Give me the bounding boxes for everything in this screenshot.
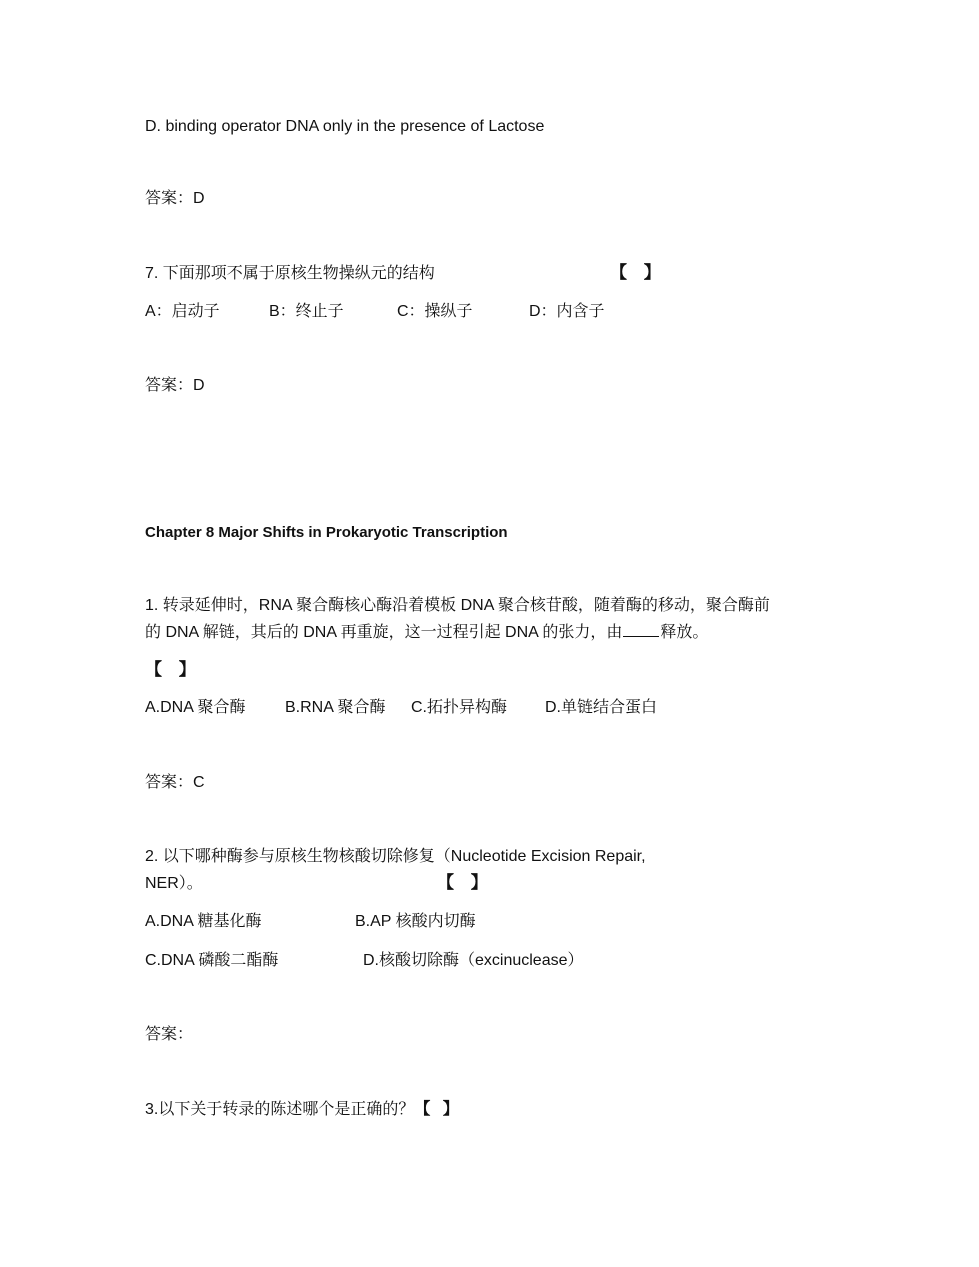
chapter-heading: Chapter 8 Major Shifts in Prokaryotic Transcription xyxy=(145,524,508,541)
question-3-line xyxy=(145,1100,463,1120)
question-1-option-c: C.拓扑异构酶 xyxy=(411,699,508,716)
question-1-line-2 xyxy=(145,622,708,643)
question-2-line-1: 2. 以下哪种酶参与原核生物核酸切除修复（Nucleotide Excision Repair, xyxy=(145,848,646,865)
question-7-option-c: C：操纵子 xyxy=(397,303,473,320)
fill-in-blank xyxy=(623,622,659,637)
question-2-answer: 答案： xyxy=(145,1026,194,1043)
question-1-answer: 答案：C xyxy=(145,774,205,791)
question-3-text: 3.以下关于转录的陈述哪个是正确的？ xyxy=(145,1101,415,1118)
question-1-line-2-end: 释放。 xyxy=(660,624,709,641)
question-2-bracket: 【 】 xyxy=(437,873,494,892)
question-7-answer: 答案：D xyxy=(145,377,205,394)
question-1-line-1: 1. 转录延伸时，RNA 聚合酶核心酶沿着模板 DNA 聚合核苷酸，随着酶的移动，聚合酶前 xyxy=(145,597,770,614)
question-7-bracket: 【 】 xyxy=(610,263,667,282)
question-2-option-a: A.DNA 糖基化酶 xyxy=(145,913,262,930)
question-1-option-b: B.RNA 聚合酶 xyxy=(285,699,386,716)
question-1-bracket: 【 】 xyxy=(145,660,202,679)
question-2-line-2: NER）。 xyxy=(145,875,203,892)
question-1-option-d: D.单链结合蛋白 xyxy=(545,699,658,716)
question-3-bracket: 【 】 xyxy=(414,1101,463,1118)
question-7-option-b: B：终止子 xyxy=(269,303,344,320)
previous-answer: 答案：D xyxy=(145,190,205,207)
previous-option-d: D. binding operator DNA only in the presence of Lactose xyxy=(145,118,545,135)
question-1-line-2-start: 的 DNA 解链，其后的 DNA 再重旋，这一过程引起 DNA 的张力，由 xyxy=(145,624,623,641)
question-2-option-b: B.AP 核酸内切酶 xyxy=(355,913,476,930)
question-2-option-d: D.核酸切除酶（excinuclease） xyxy=(363,952,584,969)
question-7-option-a: A：启动子 xyxy=(145,303,220,320)
question-2-option-c: C.DNA 磷酸二酯酶 xyxy=(145,952,279,969)
question-7-option-d: D：内含子 xyxy=(529,303,605,320)
question-7-text: 7. 下面那项不属于原核生物操纵元的结构 xyxy=(145,265,435,282)
question-1-option-a: A.DNA 聚合酶 xyxy=(145,699,246,716)
